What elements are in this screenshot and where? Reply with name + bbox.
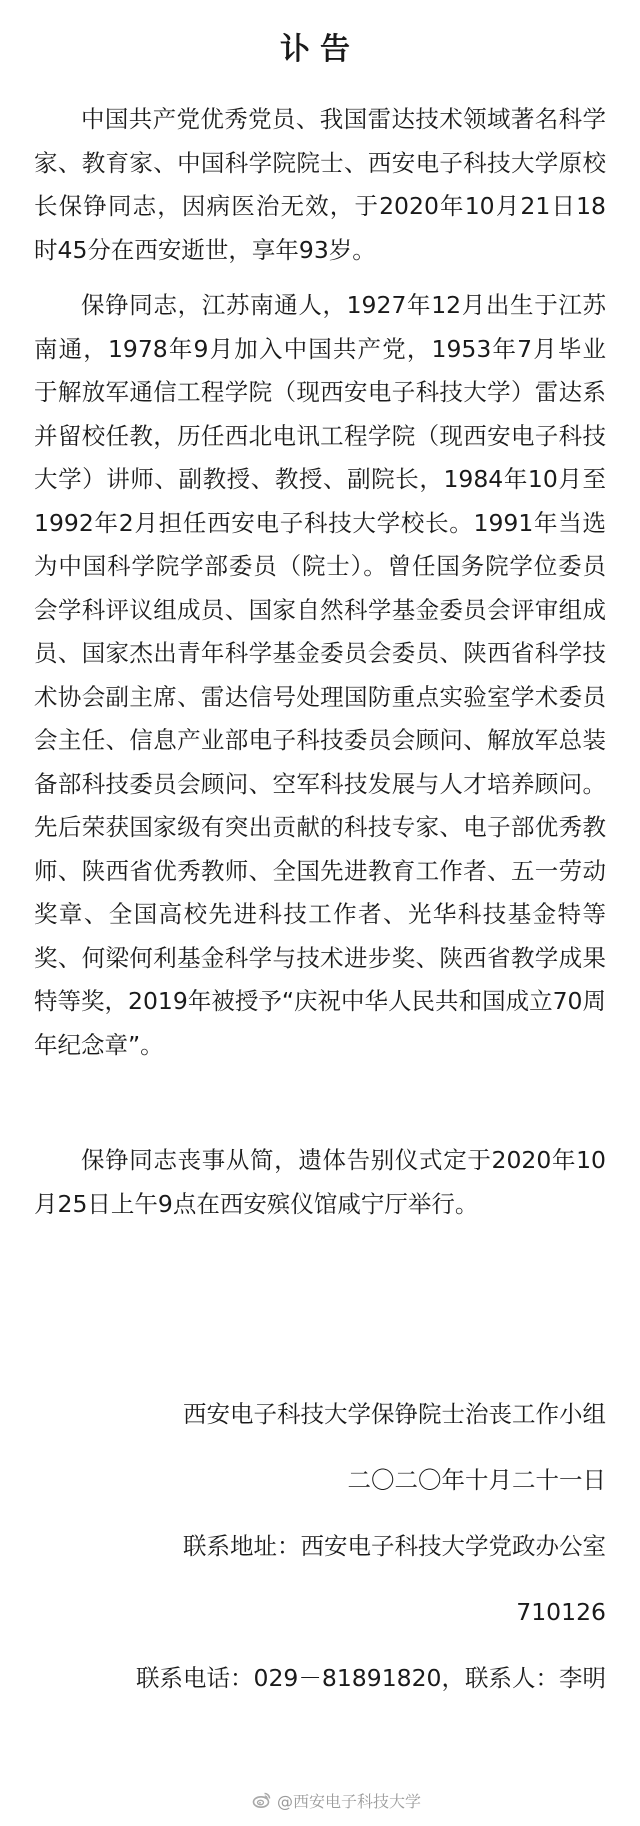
paragraph-announcement: 中国共产党优秀党员、我国雷达技术领域著名科学家、教育家、中国科学院院士、西安电子科技大学原校长保铮同志，因病医治无效，于2020年10月21日18时45分在西安逝世，享年93岁。 xyxy=(34,105,606,264)
contact-address: 联系地址：西安电子科技大学党政办公室 xyxy=(183,1532,606,1560)
watermark-text: @西安电子科技大学 xyxy=(277,1791,422,1811)
postal-code: 710126 xyxy=(516,1598,606,1626)
paragraph-funeral: 保铮同志丧事从简，遗体告别仪式定于2020年10月25日上午9点在西安殡仪馆咸宁厅举行。 xyxy=(34,1146,606,1218)
contact-phone: 联系电话：029－81891820，联系人：李明 xyxy=(136,1664,606,1692)
weibo-watermark xyxy=(252,1785,421,1815)
signature-date: 二〇二〇年十月二十一日 xyxy=(347,1466,606,1494)
paragraph-biography: 保铮同志，江苏南通人，1927年12月出生于江苏南通，1978年9月加入中国共产党，1953年7月毕业于解放军通信工程学院（现西安电子科技大学）雷达系并留校任教，历任西北电讯工程学院（现西安电子科技大学）讲师、副教授、教授、副院长，1984年10月至1992年2月担任西安电子科技大学校长。1991年当选为中国科学院学部委员（院士）。曾任国务院学位委员会学科评议组成员、国家自然科学基金委员会评审组成员、国家杰出青年科学基金委员会委员、陕西省科学技术协会副主席、雷达信号处理国防重点实验室学术委员会主任、信息产业部电子科技委员会顾问、解放军总装备部科技委员会顾问、空军科技发展与人才培养顾问。先后荣获国家级有突出贡献的科技专家、电子部优秀教师、陕西省优秀教师、全国先进教育工作者、五一劳动奖章、全国高校先进科技工作者、光华科技基金特等奖、何梁何利基金科学与技术进步奖、陕西省教学成果特等奖，2019年被授予“庆祝中华人民共和国成立70周年纪念章”。 xyxy=(34,291,606,1059)
weibo-icon xyxy=(252,1790,272,1810)
page-title: 讣告 xyxy=(280,32,360,67)
signature-group: 西安电子科技大学保铮院士治丧工作小组 xyxy=(183,1400,606,1428)
